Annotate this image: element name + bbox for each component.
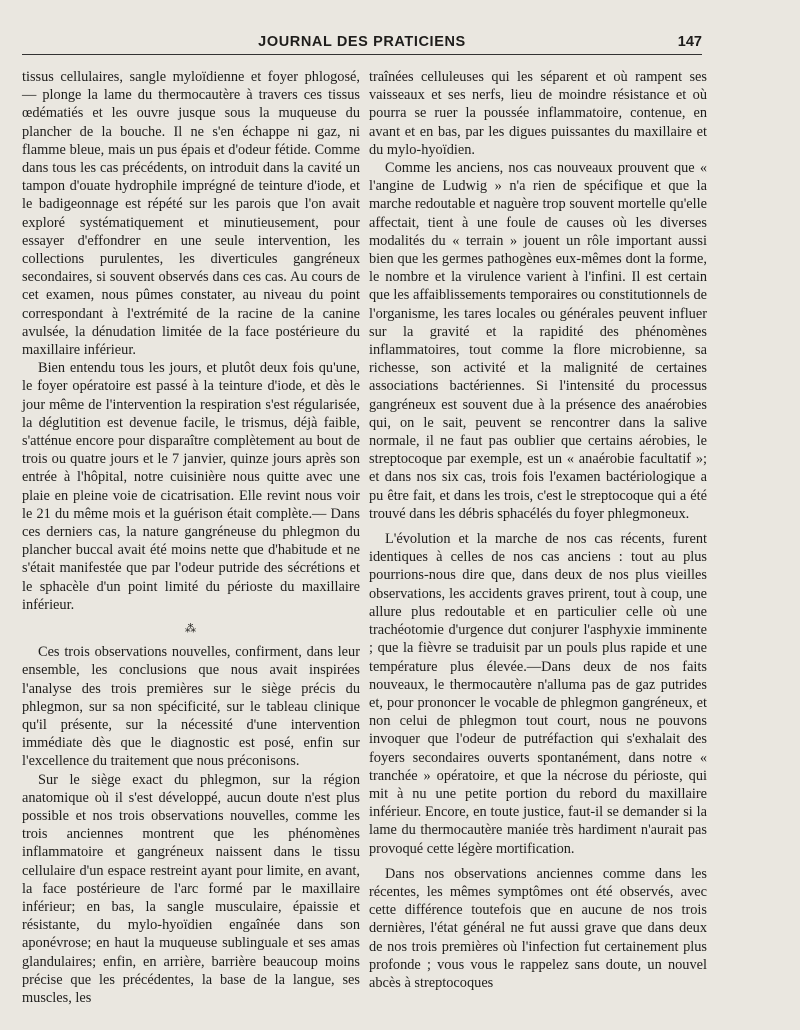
running-title: JOURNAL DES PRATICIENS: [258, 34, 466, 50]
paragraph: Sur le siège exact du phlegmon, sur la région anatomique où il s'est développé, aucun doute n'est plus possible et nos trois observations nouvelles, comme les trois anciennes montrent que les phénomènes inflammatoire et gangréneux naissent dans le tissu cellulaire d'un espace restreint ayant pour limite, en avant, la face postérieure de l'arc formé par le maxillaire inférieur; en bas, la sangle musculaire, épaissie et résistante, du mylo-hyoïdien engaînée dans son aponévrose; en haut la muqueuse sublinguale et ses amas glandulaires; enfin, en arrière, barrière beaucoup moins précise que les précédentes, la base de la langue, ses muscles, les: [22, 771, 360, 1006]
right-column: [369, 68, 707, 992]
paragraph: Bien entendu tous les jours, et plutôt deux fois qu'une, le foyer opératoire est passé à la teinture d'iode, et dès le jour même de l'intervention la respiration s'est régularisée, la déglutition est devenue facile, le trismus, déjà faible, s'atténue encore pour disparaître complètement au bout de trois ou quatre jours et le 7 janvier, quinze jours après son entrée à l'hôpital, notre cuisinière nous quitte avec une plaie en pleine voie de cicatrisation. Elle revint nous voir le 21 du même mois et la guérison était complète.— Dans ces derniers cas, la nature gangréneuse du phlegmon du plancher buccal avait été moins nette que d'habitude et ne s'était manifestée que par l'odeur putride des sécrétions et le sphacèle d'un point limité du périoste du maxillaire inférieur.: [22, 360, 360, 613]
paragraph: Comme les anciens, nos cas nouveaux prouvent que « l'angine de Ludwig » n'a rien de spécifique et que la marche redoutable et naguère trop souvent mortelle qu'elle affectait, tient à une foule de causes où les diverses modalités du « terrain » jouent un rôle important aussi bien que les germes pathogènes eux-mêmes dont la forme, le nombre et la virulence varient à l'infini. Il est certain que les affaiblissements temporaires ou constitutionnels de l'organisme, les tares locales ou générales peuvent influer sur la gravité et la rapidité des phénomènes inflammatoires, tout comme la flore microbienne, sa richesse, son activité et la malignité de certaines associations bactériennes. Si l'intensité du processus gangréneux est souvent due à la présence des anaérobies qui, on le sait, peuvent se rencontrer dans la salive normale, il ne faut pas oublier que certains aérobies, le streptocoque par exemple, est un « anaérobie facultatif »; et dans nos six cas, trois fois l'examen bactériologique a pu être fait, et dans les trois, c'est le streptocoque qui a été trouvé dans les débris sphacélés du foyer phlegmoneux.: [369, 160, 707, 522]
paragraph: Dans nos observations anciennes comme dans les récentes, les mêmes symptômes ont été observés, avec cette différence toutefois que en aucune de nos trois dernières, l'état général ne fut aussi grave que dans deux de nos trois premières où l'infection fut certainement plus profonde ; vous vous le rappelez sans doute, un nouvel abcès à streptocoques: [369, 865, 707, 991]
paragraph: traînées celluleuses qui les séparent et où rampent ses vaisseaux et ses nerfs, lieu de moindre résistance et où pourra se ruer la poussée inflammatoire, contenue, en avant et en bas, par les digues puissantes du maxillaire et du mylo-hyoïdien.: [369, 69, 707, 158]
section-separator: ⁂: [185, 623, 197, 636]
left-column: [22, 68, 360, 1007]
paragraph: tissus cellulaires, sangle myloïdienne et foyer phlogosé, — plonge la lame du thermocautère à travers ces tissus œdématiés et les ouvre jusque sous la muqueuse du plancher de la bouche. Il ne s'en échappe ni gaz, ni flamme bleue, mais un pus épais et d'odeur fétide. Comme dans tous les cas précédents, on introduit dans la cavité un tampon d'ouate hydrophile imprégné de teinture d'iode, et le badigeonnage est répété sur les parois que l'on avait exploré systématiquement et minutieusement, pour essayer d'effondrer en une seule intervention, les collections purulentes, les diverticules gangréneux secondaires, si souvent observés dans ces cas. Au cours de cet examen, nous pûmes constater, au niveau du point correspondant à l'extrémité de la racine de la canine avulsée, la dénudation limitée de la face postérieure du maxillaire inférieur.: [22, 69, 360, 359]
running-header: [22, 32, 702, 55]
paragraph: Ces trois observations nouvelles, confirment, dans leur ensemble, les conclusions que nous avait inspirées l'analyse des trois premières sur le siège précis du phlegmon, sur sa non spécificité, sur le tableau clinique qu'il présente, sur la nécessité d'une intervention immédiate dès que le diagnostic est posé, enfin sur l'excellence du traitement que nous préconisons.: [22, 644, 360, 770]
page-number: 147: [677, 34, 702, 50]
paragraph: L'évolution et la marche de nos cas récents, furent identiques à celles de nos cas anciens : tout au plus pourrions-nous dire que, dans deux de nos plus vieilles observations, les accidents graves prirent, tout à coup, une allure plus redoutable et en particulier celle où une trachéotomie d'urgence dut conjurer l'asphyxie imminente ; que la fièvre se traduisit par un pouls plus rapide et une température plus élevée.—Dans deux de nos faits nouveaux, le thermocautère n'alluma pas de gaz putrides et, pour prononcer le vocable de phlegmon gangréneux, et non celui de phlegmon tout court, nous ne pouvons invoquer que l'odeur de putréfaction qui s'exhalait des foyers secondaires ouverts spontanément, dans notre « tranchée » opératoire, et que la nécrose du périoste, qui mit à nu une petite portion du rebord du maxillaire inférieur. Encore, en toute justice, faut-il se demander si la lame du thermocautère maniée très hardiment n'aurait pas provoqué cette légère mortification.: [369, 531, 707, 857]
